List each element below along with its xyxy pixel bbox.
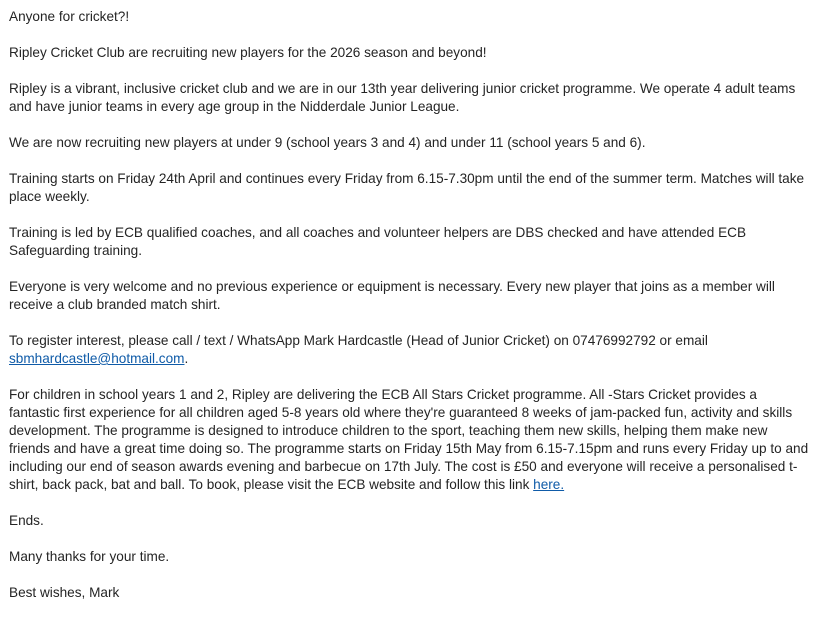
ends-paragraph: Ends. (9, 513, 44, 528)
greeting-paragraph: Anyone for cricket?! (9, 9, 130, 24)
about-paragraph: Ripley is a vibrant, inclusive cricket club and we are in our 13th year delivering junior cricket programme. We operate 4 adult teams and have junior teams in every age group in the Nidderdale Junior League. (9, 81, 796, 114)
email-link[interactable]: sbmhardcastle@hotmail.com (9, 351, 185, 366)
register-paragraph (9, 332, 809, 368)
intro-paragraph: Ripley Cricket Club are recruiting new players for the 2026 season and beyond! (9, 45, 487, 60)
welcome-paragraph: Everyone is very welcome and no previous experience or equipment is necessary. Every new player that joins as a member will receive a club branded match shirt. (9, 279, 775, 312)
recruiting-paragraph: We are now recruiting new players at under 9 (school years 3 and 4) and under 11 (school years 5 and 6). (9, 135, 646, 150)
thanks-paragraph: Many thanks for your time. (9, 549, 170, 564)
email-body (9, 8, 809, 620)
all-stars-paragraph (9, 386, 809, 494)
all-stars-text: For children in school years 1 and 2, Ripley are delivering the ECB All Stars Cricket programme. All -Stars Cricket provides a fantastic first experience for all children aged 5-8 years old where they're guaranteed 8 weeks of jam-packed fun, activity and skills development. The programme is designed to introduce children to the sport, teaching them new skills, helping them make new friends and have a great time doing so. The programme starts on Friday 15th May from 6.15-7.15pm and runs every Friday up to and including our end of season awards evening and barbecue on 17th July. The cost is £50 and everyone will receive a personalised t-shirt, back pack, bat and ball. To book, please visit the ECB website and follow this link (9, 387, 809, 492)
ecb-link[interactable]: here. (533, 477, 565, 492)
training-schedule-paragraph: Training starts on Friday 24th April and continues every Friday from 6.15-7.30pm until the end of the summer term. Matches will take place weekly. (9, 171, 805, 204)
register-end: . (184, 351, 189, 366)
coaching-paragraph: Training is led by ECB qualified coaches, and all coaches and volunteer helpers are DBS checked and have attended ECB Safeguarding training. (9, 225, 747, 258)
register-text: To register interest, please call / text / WhatsApp Mark Hardcastle (Head of Junior Cricket) on 07476992792 or email (9, 333, 708, 348)
signoff-paragraph: Best wishes, Mark (9, 585, 120, 600)
